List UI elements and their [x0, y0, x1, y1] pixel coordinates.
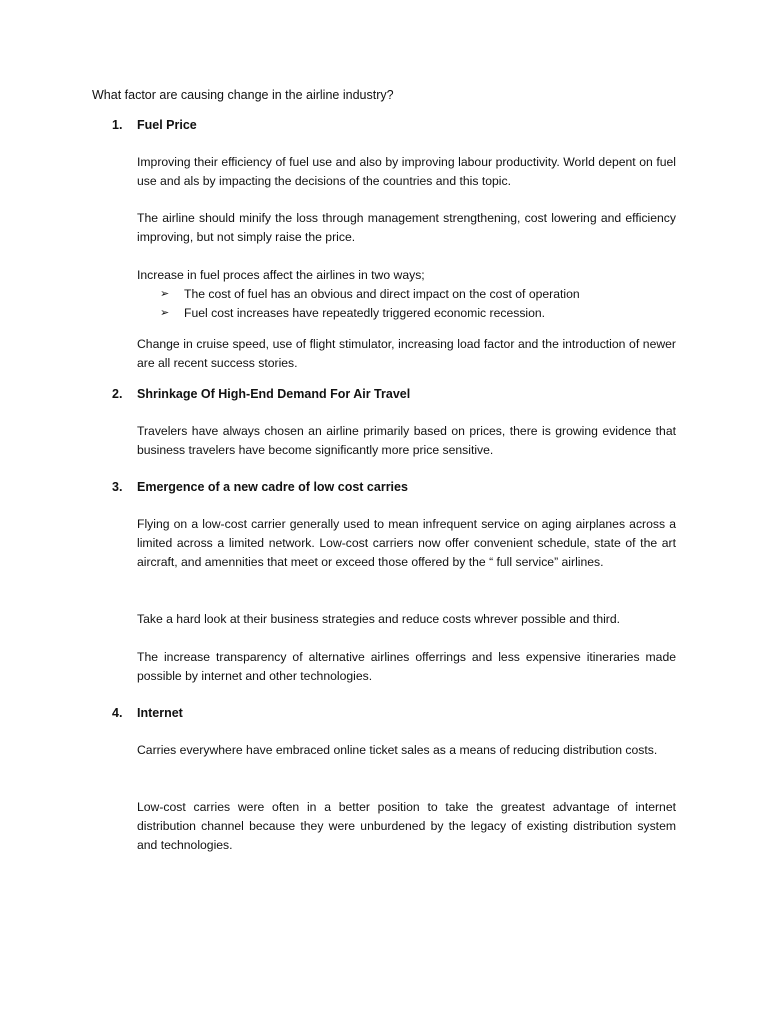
bullet-list: [160, 285, 580, 323]
document-question: What factor are causing change in the airline industry?: [92, 88, 394, 102]
paragraph: Low-cost carries were often in a better position to take the greatest advantage of internet distribution channel because they were unburdened by the legacy of existing distribution system and technologies.: [137, 800, 676, 853]
list-item: [160, 304, 580, 323]
paragraph: Change in cruise speed, use of flight stimulator, increasing load factor and the introduction of newer are all recent success stories.: [137, 337, 676, 371]
paragraph: Travelers have always chosen an airline primarily based on prices, there is growing evidence that business travelers have become significantly more price sensitive.: [137, 424, 676, 458]
paragraph: Improving their efficiency of fuel use and also by improving labour productivity. World depent on fuel use and als by impacting the decisions of the countries and this topic.: [137, 155, 676, 189]
bullet-text: Fuel cost increases have repeatedly triggered economic recession.: [184, 306, 546, 321]
section-heading-internet: [112, 704, 183, 723]
section-number: 4.: [112, 706, 123, 720]
section-title: Shrinkage Of High-End Demand For Air Travel: [137, 387, 411, 401]
list-item: [160, 285, 580, 304]
paragraph: Increase in fuel proces affect the airlines in two ways;: [137, 268, 425, 282]
section-number: 2.: [112, 387, 123, 401]
arrow-bullet-icon: ➢: [160, 288, 170, 300]
section-heading-high-end-demand: [112, 385, 410, 404]
section-heading-low-cost-carries: [112, 478, 408, 497]
section-title: Internet: [137, 706, 183, 720]
section-heading-fuel-price: [112, 116, 197, 135]
paragraph: The airline should minify the loss through management strengthening, cost lowering and efficiency improving, but not simply raise the price.: [137, 211, 676, 245]
paragraph: Carries everywhere have embraced online ticket sales as a means of reducing distribution costs.: [137, 743, 658, 757]
paragraph: The increase transparency of alternative airlines offerrings and less expensive itineraries made possible by internet and other technologies.: [137, 650, 676, 684]
section-title: Fuel Price: [137, 118, 197, 132]
paragraph: Flying on a low-cost carrier generally used to mean infrequent service on aging airplanes across a limited across a limited network. Low-cost carriers now offer convenient schedule, state of the art aircraft, and amennities that meet or exceed those offered by the “ full service” airlines.: [137, 517, 676, 570]
paragraph: Take a hard look at their business strategies and reduce costs whrever possible and third.: [137, 612, 621, 626]
section-number: 1.: [112, 118, 123, 132]
section-number: 3.: [112, 480, 123, 494]
section-title: Emergence of a new cadre of low cost carries: [137, 480, 408, 494]
bullet-text: The cost of fuel has an obvious and direct impact on the cost of operation: [184, 287, 580, 301]
arrow-bullet-icon: ➢: [160, 307, 170, 320]
